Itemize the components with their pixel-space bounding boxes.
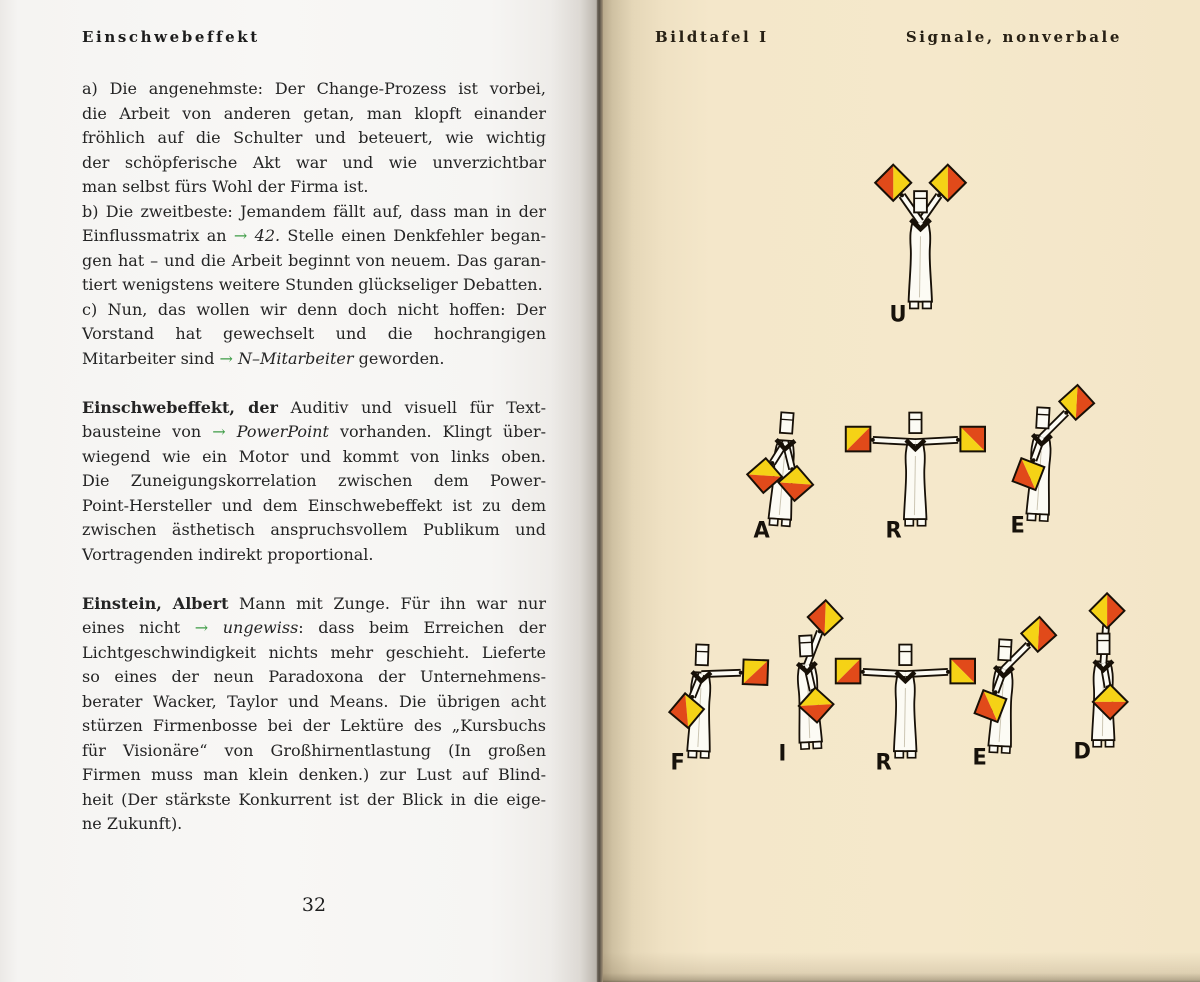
- semaphore-figure-d: [1046, 618, 1161, 765]
- text-line: [82, 77, 546, 102]
- text-line: [82, 224, 546, 249]
- running-head-left-page: Einschwebeffekt: [82, 28, 260, 46]
- cross-reference-arrow-icon: →: [233, 226, 255, 245]
- paragraph: [82, 592, 546, 837]
- text-segment: Die Zuneigungskorrelation zwischen dem Power-: [82, 471, 546, 490]
- running-head-right-page: [655, 28, 1122, 46]
- text-segment: für Visionäre“ von Großhirnentlastung (In großen: [82, 740, 546, 760]
- text-segment: N–Mitarbeiter: [238, 348, 354, 368]
- text-segment: stürzen Firmenbosse bei der Lektüre des „Kursbuchs: [82, 716, 546, 735]
- text-segment: so eines der neun Paradoxona der Unternehmens-: [82, 667, 546, 686]
- figure-letter: E: [1010, 512, 1025, 538]
- figure-letter: D: [1073, 738, 1091, 764]
- text-line: [82, 126, 546, 151]
- cross-reference-arrow-icon: →: [219, 348, 239, 368]
- semaphore-figure-e: [945, 624, 1060, 771]
- text-segment: geworden.: [353, 348, 445, 368]
- text-line: [82, 175, 546, 200]
- text-line: [82, 739, 546, 764]
- text-segment: Einstein, Albert: [82, 593, 229, 613]
- text-segment: bausteine von: [82, 422, 213, 441]
- text-segment: Vorstand hat gewechselt und die hochrangigen: [82, 324, 546, 343]
- text-segment: wiegend wie ein Motor und kommt von links oben.: [82, 446, 546, 466]
- figure-letter: R: [885, 517, 902, 543]
- text-segment: tiert wenigstens weitere Stunden glückseliger Debatten.: [82, 275, 543, 294]
- text-line: [82, 396, 546, 421]
- figure-letter: I: [778, 740, 787, 766]
- text-segment: Stelle einen Denkfehler began-: [280, 226, 547, 245]
- text-segment: b) Die zweitbeste: Jemandem fällt auf, dass man in der: [82, 201, 546, 221]
- text-line: [82, 273, 546, 298]
- text-segment: man selbst fürs Wohl der Firma ist.: [82, 177, 369, 196]
- text-segment: Einschwebeffekt, der: [82, 397, 278, 417]
- text-segment: Mitarbeiter sind: [82, 348, 220, 368]
- paragraph: [82, 298, 546, 372]
- text-segment: heit (Der stärkste Konkurrent ist der Blick in die eige-: [82, 789, 546, 809]
- paragraph: [82, 396, 546, 568]
- text-line: [82, 641, 546, 666]
- text-line: [82, 812, 546, 837]
- left-page: [0, 0, 598, 982]
- text-segment: ne Zukunft).: [82, 814, 183, 833]
- text-segment: vorhanden. Klingt über-: [328, 422, 547, 441]
- text-segment: Auditiv und visuell für Text-: [277, 397, 546, 417]
- text-line: [82, 445, 546, 470]
- text-line: [82, 322, 546, 347]
- text-line: [82, 665, 546, 690]
- semaphore-figure-a: [726, 397, 841, 544]
- plate-title: Bildtafel I: [655, 28, 769, 46]
- text-line: [82, 543, 546, 568]
- text-segment: eines nicht: [82, 618, 195, 637]
- text-line: [82, 102, 546, 127]
- body-text-column: [82, 77, 546, 837]
- text-segment: Einflussmatrix an: [82, 226, 234, 245]
- page-number: 32: [301, 894, 327, 916]
- text-segment: c) Nun, das wollen wir denn doch nicht hoffen: Der: [82, 299, 546, 319]
- cross-reference-arrow-icon: →: [212, 422, 237, 441]
- text-segment: : dass beim Erreichen der: [298, 618, 546, 637]
- figure-letter: E: [972, 744, 987, 770]
- text-segment: 42.: [254, 226, 281, 245]
- text-line: [82, 249, 546, 274]
- text-line: [82, 347, 546, 372]
- text-line: [82, 151, 546, 176]
- right-page: [603, 0, 1200, 982]
- paragraph: [82, 200, 546, 298]
- text-segment: Vortragenden indirekt proportional.: [82, 544, 374, 564]
- text-line: [82, 592, 546, 617]
- text-line: [82, 616, 546, 641]
- text-segment: die Arbeit von anderen getan, man klopft einander: [82, 103, 546, 123]
- text-line: [82, 763, 546, 788]
- text-line: [82, 690, 546, 715]
- text-line: [82, 469, 546, 494]
- text-segment: PowerPoint: [236, 422, 329, 441]
- text-segment: a) Die angenehmste: Der Change-Prozess ist vorbei,: [82, 79, 546, 98]
- text-line: [82, 788, 546, 813]
- text-segment: zwischen ästhetisch anspruchsvollem Publikum und: [82, 520, 546, 539]
- paragraph: [82, 77, 546, 200]
- text-line: [82, 714, 546, 739]
- text-segment: gen hat – und die Arbeit beginnt von neuem. Das garan-: [82, 250, 546, 270]
- semaphore-figure-u: [861, 175, 980, 328]
- text-line: [82, 298, 546, 323]
- text-segment: Mann mit Zunge. Für ihn war nur: [228, 593, 547, 613]
- figure-letter: A: [753, 517, 770, 543]
- text-segment: Firmen muss man klein denken.) zur Lust auf Blind-: [82, 765, 546, 784]
- text-segment: ungewiss: [222, 618, 299, 637]
- figure-letter: U: [889, 301, 907, 326]
- text-segment: berater Wacker, Taylor und Means. Die übrigen acht: [82, 691, 546, 711]
- figure-letter: R: [875, 749, 892, 775]
- text-segment: fröhlich auf die Schulter und beteuert, wie wichtig: [82, 128, 546, 147]
- text-segment: Lichtgeschwindigkeit nichts mehr geschieht. Lieferte: [82, 642, 546, 662]
- text-line: [82, 494, 546, 519]
- text-line: [82, 200, 546, 225]
- plate-subject: Signale, nonverbale: [905, 28, 1122, 46]
- text-segment: der schöpferische Akt war und wie unverzichtbar: [82, 152, 546, 172]
- text-line: [82, 420, 546, 445]
- semaphore-figure-f: [643, 629, 758, 776]
- text-segment: Point-Hersteller und dem Einschwebeffekt ist zu dem: [82, 495, 546, 515]
- cross-reference-arrow-icon: →: [194, 618, 223, 637]
- semaphore-figure-e: [983, 392, 1098, 539]
- figure-letter: F: [670, 749, 685, 775]
- text-line: [82, 518, 546, 543]
- semaphore-figure-r: [858, 397, 973, 544]
